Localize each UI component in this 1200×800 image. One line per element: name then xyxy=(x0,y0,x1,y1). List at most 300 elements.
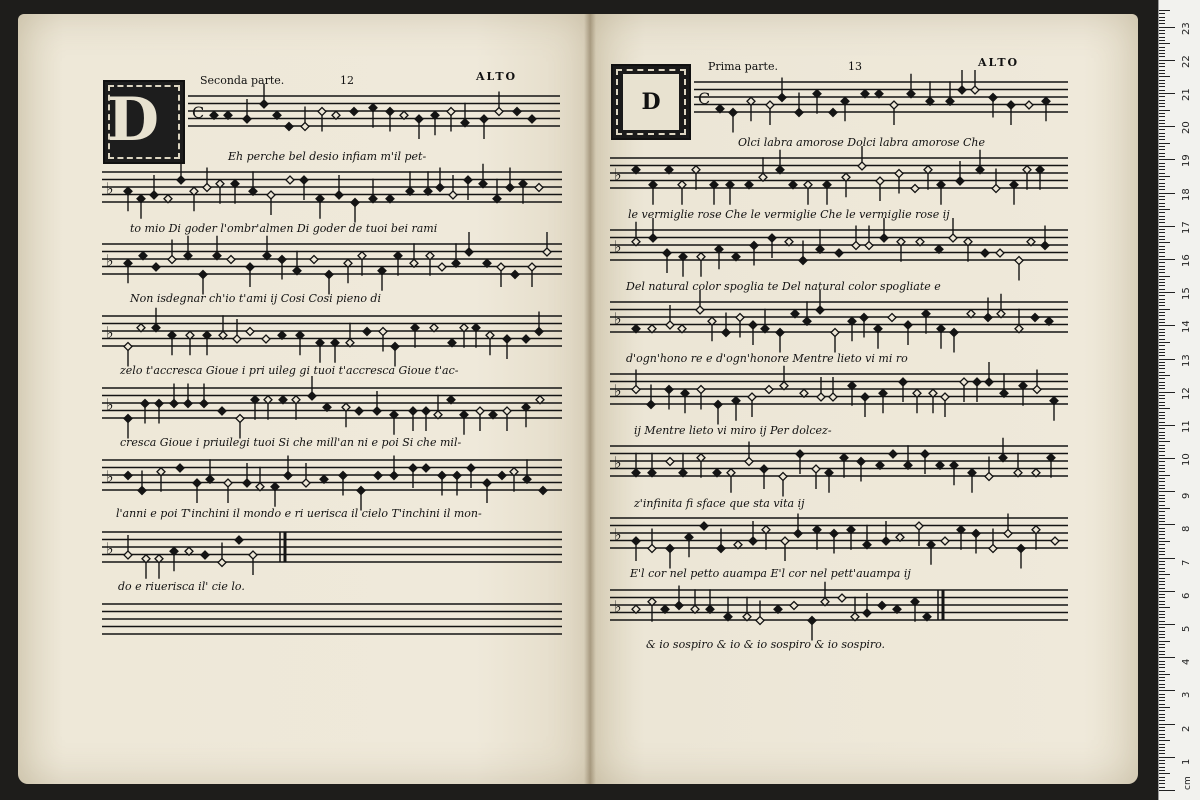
note-head xyxy=(511,271,519,279)
ruler-label: 18 xyxy=(1181,187,1192,201)
ruler-tick xyxy=(1159,23,1165,24)
ruler-tick xyxy=(1159,398,1165,399)
ruler-tick xyxy=(1159,495,1165,496)
clef-symbol: ♭ xyxy=(106,179,114,198)
note-head xyxy=(889,450,897,458)
ruler-tick xyxy=(1159,120,1165,121)
staff xyxy=(188,84,560,139)
note-head xyxy=(781,537,789,545)
note-head xyxy=(829,109,837,117)
ruler-tick xyxy=(1159,578,1165,579)
ruler-tick xyxy=(1159,70,1165,71)
note-head xyxy=(438,472,446,480)
note-head xyxy=(714,401,722,409)
note-head xyxy=(503,335,511,343)
ruler-tick xyxy=(1159,325,1175,326)
note-head xyxy=(278,256,286,264)
ruler-tick xyxy=(1159,149,1165,150)
ruler-tick xyxy=(1159,425,1175,426)
staff xyxy=(694,70,1068,133)
ruler-tick xyxy=(1159,365,1165,366)
note-head xyxy=(351,199,359,207)
ruler-tick xyxy=(1159,468,1165,469)
ruler-tick xyxy=(1159,282,1165,283)
note-head xyxy=(858,162,866,170)
ruler-tick xyxy=(1159,302,1165,303)
ruler-tick xyxy=(1159,478,1165,479)
note-head xyxy=(765,386,773,394)
ruler-tick xyxy=(1159,471,1165,472)
ruler-tick xyxy=(1159,783,1165,784)
ruler-tick xyxy=(1159,43,1170,44)
note-head xyxy=(200,400,208,408)
ruler-label: 12 xyxy=(1181,386,1192,400)
note-head xyxy=(880,234,888,242)
clef-symbol: ♭ xyxy=(106,539,114,558)
note-head xyxy=(465,248,473,256)
ruler-tick xyxy=(1159,189,1165,190)
note-head xyxy=(779,473,787,481)
ruler-tick xyxy=(1159,126,1175,127)
ruler-tick xyxy=(1159,372,1165,373)
note-head xyxy=(483,479,491,487)
note-head xyxy=(124,415,132,423)
ruler-tick xyxy=(1159,10,1170,11)
ruler-tick xyxy=(1159,199,1165,200)
note-head xyxy=(857,458,865,466)
note-head xyxy=(863,609,871,617)
ruler-tick xyxy=(1159,332,1165,333)
note-head xyxy=(302,479,310,487)
note-head xyxy=(218,559,226,567)
note-head xyxy=(675,602,683,610)
note-head xyxy=(543,248,551,256)
note-head xyxy=(285,123,293,131)
note-head xyxy=(1025,101,1033,109)
ruler-label: 22 xyxy=(1181,55,1192,68)
left-lyric-line-2: to mio Di goder l'ombr'almen Di goder de tuoi bei rami xyxy=(130,222,438,235)
note-head xyxy=(790,602,798,610)
ruler-tick xyxy=(1159,750,1165,751)
ruler-tick xyxy=(1159,704,1165,705)
right-lyric-line-7: E'l cor nel petto auampa E'l cor nel pett'auampa ij xyxy=(630,567,911,580)
note-head xyxy=(201,551,209,559)
ruler-tick xyxy=(1159,767,1165,768)
ruler-tick xyxy=(1159,17,1165,18)
ruler-tick xyxy=(1159,322,1165,323)
note-head xyxy=(989,94,997,102)
note-head xyxy=(665,386,673,394)
ruler-tick xyxy=(1159,624,1175,625)
ruler-tick xyxy=(1159,734,1165,735)
note-head xyxy=(246,263,254,271)
ruler-tick xyxy=(1159,209,1170,210)
note-head xyxy=(218,407,226,415)
ruler-tick xyxy=(1159,581,1165,582)
ruler-tick xyxy=(1159,415,1165,416)
note-head xyxy=(155,400,163,408)
ruler-tick xyxy=(1159,359,1175,360)
note-head xyxy=(647,401,655,409)
left-initial-letter: D xyxy=(107,85,160,155)
clef-symbol: ♭ xyxy=(614,453,622,472)
note-head xyxy=(422,464,430,472)
ruler-tick xyxy=(1159,720,1165,721)
note-head xyxy=(985,473,993,481)
note-head xyxy=(539,487,547,495)
note-head xyxy=(227,256,235,264)
note-head xyxy=(996,249,1004,257)
ruler-tick xyxy=(1159,551,1165,552)
note-head xyxy=(124,343,132,351)
ruler-tick xyxy=(1159,498,1165,499)
right-initial-letter: D xyxy=(623,74,679,130)
note-head xyxy=(941,537,949,545)
note-head xyxy=(503,407,511,415)
ruler-tick xyxy=(1159,451,1165,452)
ruler-label: 1 xyxy=(1181,758,1192,765)
ruler-tick xyxy=(1159,647,1165,648)
note-head xyxy=(830,530,838,538)
ruler-tick xyxy=(1159,744,1165,745)
staff xyxy=(102,532,562,579)
ruler-tick xyxy=(1159,491,1175,492)
note-head xyxy=(1051,537,1059,545)
ruler-tick xyxy=(1159,770,1165,771)
ruler-tick xyxy=(1159,216,1165,217)
ruler-tick xyxy=(1159,588,1165,589)
note-head xyxy=(888,314,896,322)
note-head xyxy=(301,123,309,131)
ruler-tick xyxy=(1159,707,1170,708)
ruler-tick xyxy=(1159,501,1165,502)
note-head xyxy=(390,472,398,480)
ruler-tick xyxy=(1159,305,1165,306)
right-voice-label: ALTO xyxy=(978,56,1020,69)
staff xyxy=(610,146,1068,205)
note-head xyxy=(350,108,358,116)
note-head xyxy=(267,191,275,199)
note-head xyxy=(150,191,158,199)
staff xyxy=(102,232,562,295)
ruler-label: 17 xyxy=(1181,221,1192,234)
ruler-tick xyxy=(1159,412,1165,413)
note-head xyxy=(736,314,744,322)
right-part-label: Prima parte. xyxy=(708,60,778,73)
note-head xyxy=(199,271,207,279)
ruler-tick xyxy=(1159,382,1165,383)
note-head xyxy=(663,249,671,257)
left-lyric-line-3: Non isdegnar ch'io t'ami ij Cosi Cosi pieno di xyxy=(130,292,381,305)
ruler-tick xyxy=(1159,505,1165,506)
note-head xyxy=(696,306,704,314)
note-head xyxy=(513,108,521,116)
ruler-tick xyxy=(1159,110,1170,111)
note-head xyxy=(778,94,786,102)
ruler-tick xyxy=(1159,37,1165,38)
ruler-tick xyxy=(1159,515,1165,516)
ruler-tick xyxy=(1159,222,1165,223)
note-head xyxy=(1033,386,1041,394)
ruler-tick xyxy=(1159,428,1165,429)
ruler-tick xyxy=(1159,441,1170,442)
note-head xyxy=(453,472,461,480)
note-head xyxy=(865,242,873,250)
ruler-tick xyxy=(1159,475,1170,476)
ruler-tick xyxy=(1159,13,1165,14)
ruler-tick xyxy=(1159,544,1165,545)
ruler-tick xyxy=(1159,740,1170,741)
note-head xyxy=(284,472,292,480)
note-head xyxy=(224,479,232,487)
ruler-tick xyxy=(1159,418,1165,419)
note-head xyxy=(632,537,640,545)
staff xyxy=(102,456,562,511)
ruler-tick xyxy=(1159,677,1165,678)
ruler-tick xyxy=(1159,654,1165,655)
ruler-label: 20 xyxy=(1181,121,1192,135)
ruler-tick xyxy=(1159,196,1165,197)
note-head xyxy=(799,257,807,265)
ruler-label: 23 xyxy=(1181,21,1192,35)
right-lyric-line-4: d'ogn'hono re e d'ogn'honore Mentre lieto vi mi ro xyxy=(626,352,908,365)
ruler-tick xyxy=(1159,591,1175,592)
ruler-tick xyxy=(1159,335,1165,336)
ruler-tick xyxy=(1159,528,1165,529)
ruler-tick xyxy=(1159,661,1165,662)
ruler-tick xyxy=(1159,614,1165,615)
note-head xyxy=(817,393,825,401)
ruler-tick xyxy=(1159,753,1165,754)
clef-symbol: C xyxy=(192,103,205,122)
ruler-tick xyxy=(1159,73,1165,74)
note-head xyxy=(749,537,757,545)
ruler-tick xyxy=(1159,206,1165,207)
note-head xyxy=(422,407,430,415)
ruler-tick xyxy=(1159,242,1170,243)
note-head xyxy=(152,263,160,271)
ruler-tick xyxy=(1159,531,1165,532)
note-head xyxy=(666,458,674,466)
note-head xyxy=(776,329,784,337)
ruler-tick xyxy=(1159,129,1165,130)
ruler-tick xyxy=(1159,378,1165,379)
right-lyric-line-6: z'infinita fi sface que sta vita ij xyxy=(634,497,805,510)
note-head xyxy=(535,328,543,336)
ruler-tick xyxy=(1159,352,1165,353)
measurement-ruler xyxy=(1158,0,1200,800)
note-head xyxy=(904,321,912,329)
ruler-tick xyxy=(1159,604,1165,605)
ruler-tick xyxy=(1159,481,1165,482)
ruler-tick xyxy=(1159,90,1165,91)
clef-symbol: ♭ xyxy=(106,251,114,270)
right-lyric-line-5: ij Mentre lieto vi miro ij Per dolcez- xyxy=(634,424,832,437)
ruler-tick xyxy=(1159,309,1170,310)
ruler-tick xyxy=(1159,159,1175,160)
ruler-label: 8 xyxy=(1181,526,1192,533)
ruler-tick xyxy=(1159,455,1165,456)
ruler-tick xyxy=(1159,717,1165,718)
ruler-tick xyxy=(1159,262,1165,263)
clef-symbol: ♭ xyxy=(614,237,622,256)
ruler-tick xyxy=(1159,349,1165,350)
ruler-tick xyxy=(1159,607,1170,608)
ruler-tick xyxy=(1159,315,1165,316)
note-head xyxy=(960,378,968,386)
ruler-tick xyxy=(1159,93,1175,94)
right-lyric-line-8: & io sospiro & io & io sospiro & io sospiro. xyxy=(646,638,886,651)
note-head xyxy=(911,185,919,193)
ruler-tick xyxy=(1159,226,1175,227)
note-head xyxy=(1031,314,1039,322)
ruler-tick xyxy=(1159,651,1165,652)
note-head xyxy=(335,191,343,199)
note-head xyxy=(717,545,725,553)
ruler-label: 7 xyxy=(1181,559,1192,566)
note-head xyxy=(318,108,326,116)
ruler-tick xyxy=(1159,355,1165,356)
note-head xyxy=(972,530,980,538)
ruler-tick xyxy=(1159,212,1165,213)
ruler-tick xyxy=(1159,80,1165,81)
clef-symbol: ♭ xyxy=(106,467,114,486)
ruler-tick xyxy=(1159,432,1165,433)
ruler-tick xyxy=(1159,299,1165,300)
note-head xyxy=(391,343,399,351)
ruler-tick xyxy=(1159,339,1165,340)
ruler-tick xyxy=(1159,30,1165,31)
note-head xyxy=(876,177,884,185)
note-head xyxy=(438,263,446,271)
note-head xyxy=(829,393,837,401)
right-lyric-line-3: Del natural color spoglia te Del natural color spogliate e xyxy=(626,280,941,293)
staff xyxy=(610,438,1068,497)
ruler-tick xyxy=(1159,166,1165,167)
note-head xyxy=(812,465,820,473)
ruler-tick xyxy=(1159,179,1165,180)
ruler-tick xyxy=(1159,60,1175,61)
note-head xyxy=(766,101,774,109)
ruler-tick xyxy=(1159,83,1165,84)
note-head xyxy=(1017,545,1025,553)
ruler-tick xyxy=(1159,538,1165,539)
ruler-tick xyxy=(1159,694,1165,695)
ruler-tick xyxy=(1159,266,1165,267)
ruler-tick xyxy=(1159,561,1165,562)
ruler-tick xyxy=(1159,156,1165,157)
ruler-tick xyxy=(1159,644,1165,645)
ruler-tick xyxy=(1159,100,1165,101)
left-page-number: 12 xyxy=(340,74,354,87)
note-head xyxy=(649,234,657,242)
note-head xyxy=(415,115,423,123)
note-head xyxy=(409,464,417,472)
ruler-tick xyxy=(1159,634,1165,635)
ruler-tick xyxy=(1159,571,1165,572)
ruler-tick xyxy=(1159,458,1175,459)
ruler-tick xyxy=(1159,687,1165,688)
ruler-tick xyxy=(1159,176,1170,177)
ruler-tick xyxy=(1159,558,1175,559)
ruler-tick xyxy=(1159,395,1165,396)
note-head xyxy=(535,184,543,192)
ruler-tick xyxy=(1159,256,1165,257)
right-page-number: 13 xyxy=(848,60,862,73)
note-head xyxy=(467,464,475,472)
ruler-tick xyxy=(1159,657,1175,658)
ruler-tick xyxy=(1159,139,1165,140)
note-head xyxy=(447,108,455,116)
note-head xyxy=(882,537,890,545)
note-head xyxy=(973,378,981,386)
note-head xyxy=(985,378,993,386)
ruler-tick xyxy=(1159,727,1165,728)
ruler-tick xyxy=(1159,554,1165,555)
ruler-tick xyxy=(1159,780,1165,781)
note-head xyxy=(958,86,966,94)
note-head xyxy=(861,393,869,401)
ruler-tick xyxy=(1159,548,1165,549)
left-part-label: Seconda parte. xyxy=(200,74,285,87)
ruler-tick xyxy=(1159,445,1165,446)
ruler-tick xyxy=(1159,724,1175,725)
note-head xyxy=(355,407,363,415)
note-head xyxy=(760,465,768,473)
staff xyxy=(610,514,1068,569)
ruler-tick xyxy=(1159,787,1165,788)
ruler-tick xyxy=(1159,584,1165,585)
ruler-tick xyxy=(1159,684,1165,685)
note-head xyxy=(949,234,957,242)
ruler-tick xyxy=(1159,485,1165,486)
ruler-label: 11 xyxy=(1181,420,1192,433)
ruler-tick xyxy=(1159,362,1165,363)
staff xyxy=(102,376,562,439)
ruler-label: 13 xyxy=(1181,353,1192,367)
ruler-tick xyxy=(1159,737,1165,738)
note-head xyxy=(203,184,211,192)
ruler-tick xyxy=(1159,408,1170,409)
note-head xyxy=(357,487,365,495)
note-head xyxy=(177,176,185,184)
note-head xyxy=(243,115,251,123)
note-head xyxy=(700,522,708,530)
ruler-tick xyxy=(1159,777,1165,778)
note-head xyxy=(249,551,257,559)
ruler-tick xyxy=(1159,133,1165,134)
ruler-tick xyxy=(1159,203,1165,204)
ruler-tick xyxy=(1159,113,1165,114)
note-head xyxy=(409,407,417,415)
note-head xyxy=(992,185,1000,193)
note-head xyxy=(956,177,964,185)
ruler-tick xyxy=(1159,790,1175,791)
note-head xyxy=(339,472,347,480)
ruler-tick xyxy=(1159,388,1165,389)
ruler-tick xyxy=(1159,249,1165,250)
note-head xyxy=(768,234,776,242)
ruler-tick xyxy=(1159,521,1165,522)
ruler-tick xyxy=(1159,63,1165,64)
note-head xyxy=(666,545,674,553)
note-head xyxy=(176,464,184,472)
ruler-tick xyxy=(1159,524,1175,525)
ruler-tick xyxy=(1159,219,1165,220)
note-head xyxy=(899,378,907,386)
staff xyxy=(610,582,1068,641)
ruler-tick xyxy=(1159,627,1165,628)
